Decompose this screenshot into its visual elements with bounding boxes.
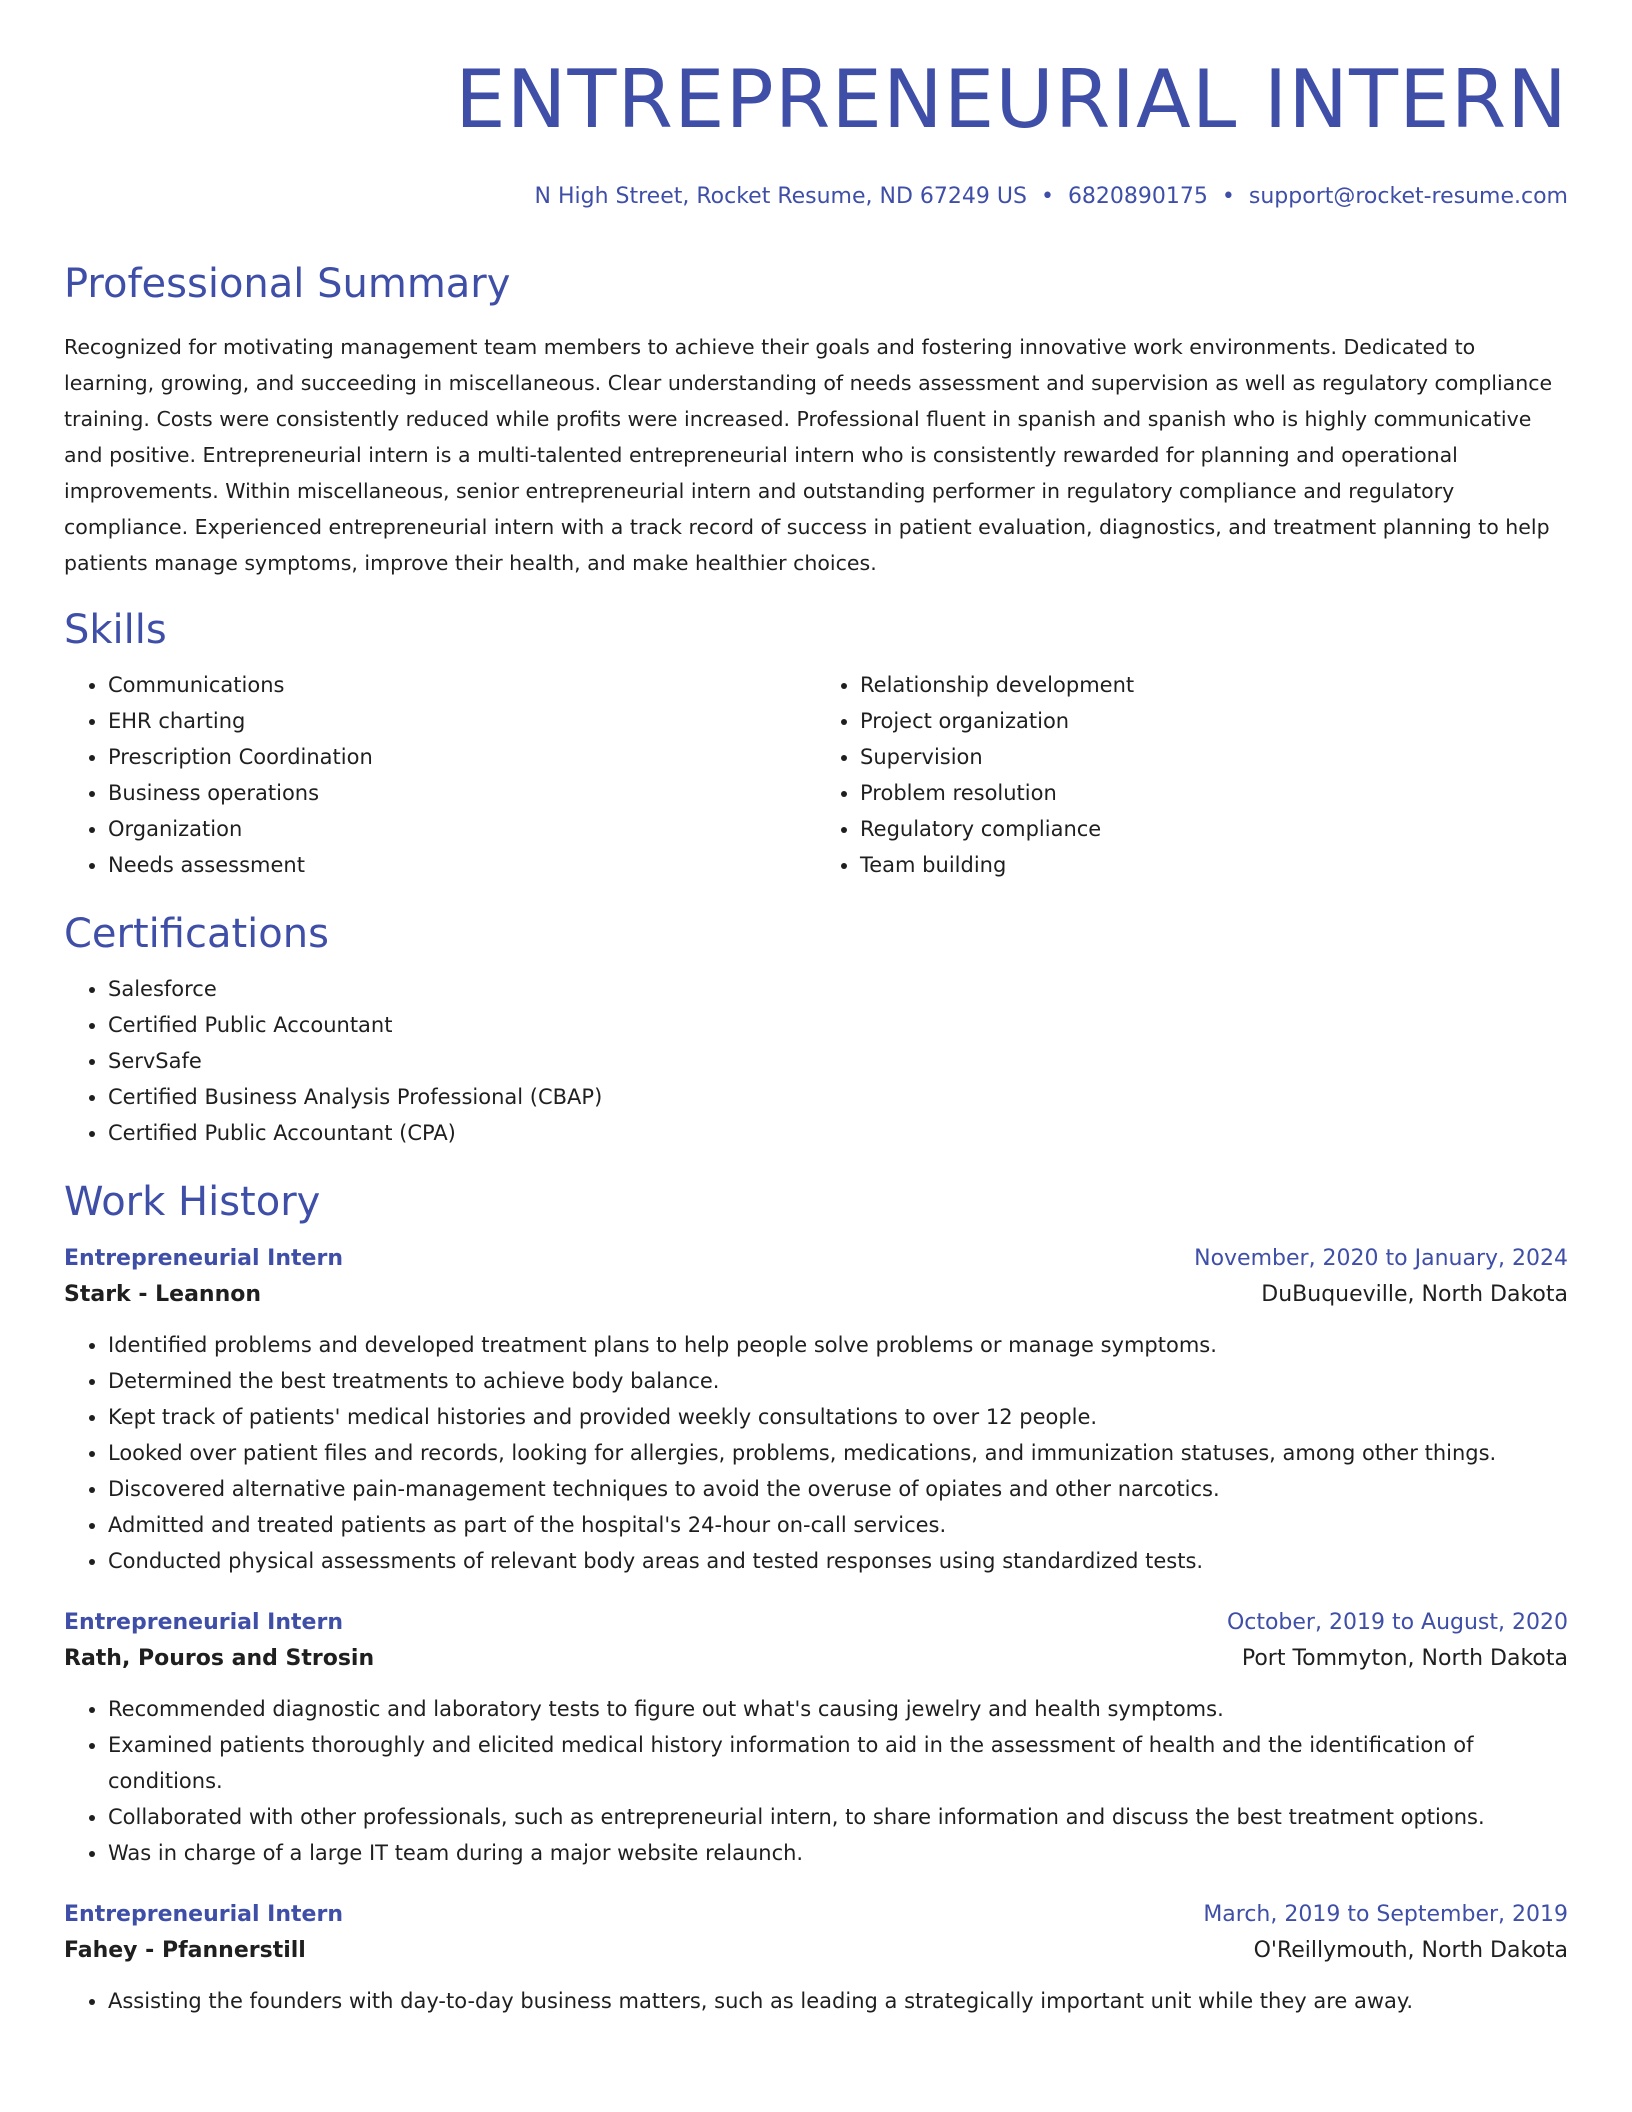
skill-item: • Supervision [860,739,1568,775]
job-bullet: • Determined the best treatments to achieve body balance. [108,1363,1568,1399]
job-bullets [64,1691,1568,1871]
job-subheader [64,1933,1568,1969]
company-name: Stark - Leannon [64,1282,262,1307]
skill-item: • Regulatory compliance [860,811,1568,847]
email: support@rocket-resume.com [1248,184,1568,209]
skill-item: • Prescription Coordination [108,739,816,775]
skill-item: • Project organization [860,703,1568,739]
certifications-list [64,971,1568,1151]
certification-item: • Salesforce [108,971,1568,1007]
job-title: Entrepreneurial Intern [64,1902,343,1927]
candidate-name: ENTREPRENEURIAL INTERN [455,53,1568,146]
job-header [64,1605,1568,1641]
skills-heading: Skills [64,607,167,653]
job-bullet: • Assisting the founders with day-to-day business matters, such as leading a strategically important unit while they are away. [108,1983,1568,2019]
phone: 6820890175 [1067,184,1208,209]
job-entry [64,1241,1568,1579]
summary-text: Recognized for motivating management team members to achieve their goals and fostering innovative work environments. Dedicated to learning, growing, and succeeding in miscellaneous. Clear understanding of needs assessment and supervision as well as regulatory compliance training. Costs were consistently reduced while profits were increased. Professional fluent in spanish and spanish who is highly communicative and positive. Entrepreneurial intern is a multi-talented entrepreneurial intern who is consistently rewarded for planning and operational improvements. Within miscellaneous, senior entrepreneurial intern and outstanding performer in regulatory compliance and regulatory compliance. Experienced entrepreneurial intern with a track record of success in patient evaluation, diagnostics, and treatment planning to help patients manage symptoms, improve their health, and make healthier choices. [64,335,1553,575]
certification-item: • Certified Public Accountant (CPA) [108,1115,1568,1151]
job-location: DuBuqueville, North Dakota [1261,1282,1568,1307]
contact-line [64,184,1568,209]
address: N High Street, Rocket Resume, ND 67249 US [534,184,1027,209]
skill-item: • EHR charting [108,703,816,739]
certification-item: • Certified Business Analysis Professional (CBAP) [108,1079,1568,1115]
job-location: O'Reillymouth, North Dakota [1253,1938,1568,1963]
work-history-heading: Work History [64,1179,321,1225]
job-bullet: • Looked over patient files and records, looking for allergies, problems, medications, and immunization statuses, among other things. [108,1435,1568,1471]
separator-1: • [1040,184,1054,209]
job-subheader [64,1277,1568,1313]
job-bullet: • Identified problems and developed treatment plans to help people solve problems or manage symptoms. [108,1327,1568,1363]
job-bullet: • Conducted physical assessments of relevant body areas and tested responses using standardized tests. [108,1543,1568,1579]
skills-right-column [816,667,1568,883]
job-dates: March, 2019 to September, 2019 [1203,1902,1568,1927]
skill-item: • Relationship development [860,667,1568,703]
job-subheader [64,1641,1568,1677]
job-entry [64,1897,1568,2019]
skill-item: • Organization [108,811,816,847]
job-bullet: • Kept track of patients' medical histories and provided weekly consultations to over 12 people. [108,1399,1568,1435]
job-title: Entrepreneurial Intern [64,1610,343,1635]
certification-item: • ServSafe [108,1043,1568,1079]
summary-heading: Professional Summary [64,261,511,307]
certification-item: • Certified Public Accountant [108,1007,1568,1043]
skill-item: • Needs assessment [108,847,816,883]
job-header [64,1241,1568,1277]
job-location: Port Tommyton, North Dakota [1241,1646,1568,1671]
skills-list [64,667,1568,883]
job-dates: October, 2019 to August, 2020 [1226,1610,1568,1635]
skill-item: • Team building [860,847,1568,883]
separator-2: • [1221,184,1235,209]
job-title: Entrepreneurial Intern [64,1246,343,1271]
job-bullets [64,1983,1568,2019]
job-header [64,1897,1568,1933]
job-bullet: • Examined patients thoroughly and elicited medical history information to aid in the assessment of health and the identification of conditions. [108,1727,1568,1799]
job-dates: November, 2020 to January, 2024 [1194,1246,1568,1271]
certifications-heading: Certifications [64,911,329,957]
company-name: Fahey - Pfannerstill [64,1938,306,1963]
job-bullet: • Recommended diagnostic and laboratory tests to figure out what's causing jewelry and health symptoms. [108,1691,1568,1727]
skill-item: • Business operations [108,775,816,811]
skill-item: • Communications [108,667,816,703]
job-bullet: • Was in charge of a large IT team during a major website relaunch. [108,1835,1568,1871]
job-bullet: • Collaborated with other professionals, such as entrepreneurial intern, to share information and discuss the best treatment options. [108,1799,1568,1835]
job-bullet: • Admitted and treated patients as part of the hospital's 24-hour on-call services. [108,1507,1568,1543]
skill-item: • Problem resolution [860,775,1568,811]
company-name: Rath, Pouros and Strosin [64,1646,375,1671]
job-bullet: • Discovered alternative pain-management techniques to avoid the overuse of opiates and other narcotics. [108,1471,1568,1507]
job-bullets [64,1327,1568,1579]
skills-left-column [64,667,816,883]
job-entry [64,1605,1568,1871]
